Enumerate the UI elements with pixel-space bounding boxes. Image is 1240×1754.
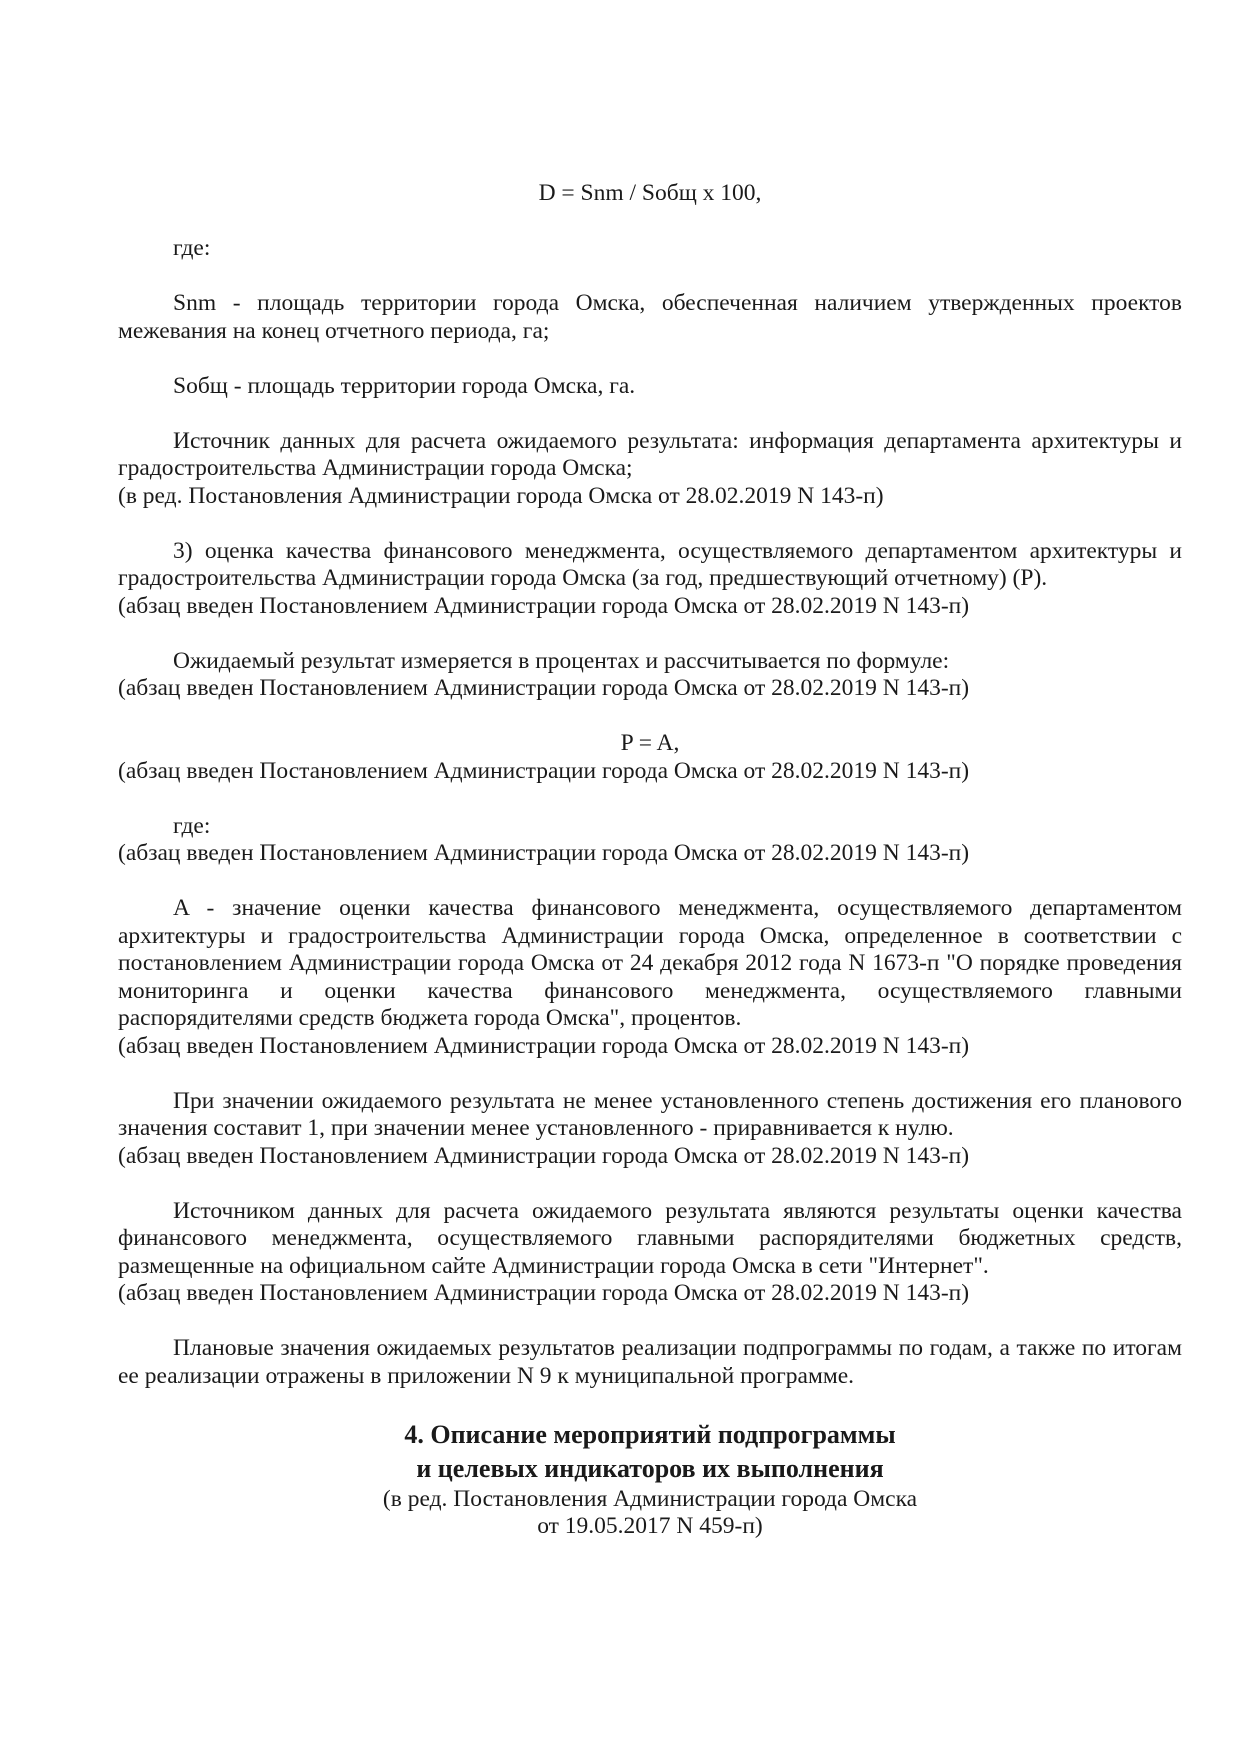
section-note-line-2: от 19.05.2017 N 459-п) bbox=[537, 1513, 763, 1539]
amendment-note: (абзац введен Постановлением Администрации города Омска от 28.02.2019 N 143-п) bbox=[118, 1280, 970, 1306]
item-3-paragraph: 3) оценка качества финансового менеджмента, осуществляемого департаментом архитектуры и градостроительства Администрации города Омска (за год, предшествующий отчетному) (P). bbox=[118, 537, 1182, 591]
document-body bbox=[118, 180, 1182, 1541]
a-definition: A - значение оценки качества финансового менеджмента, осуществляемого департаментом архитектуры и градостроительства Администрации города Омска, определенное в соответствии с постановлением Администрации города Омска от 24 декабря 2012 года N 1673-п "О порядке проведения мониторинга и оценки качества финансового менеджмента, осуществляемого главными распорядителями средств бюджета города Омска", процентов. bbox=[118, 895, 1182, 1031]
section-heading bbox=[118, 1418, 1182, 1486]
section-heading-line-2: и целевых индикаторов их выполнения bbox=[416, 1453, 884, 1483]
value-rule-paragraph: При значении ожидаемого результата не менее установленного степень достижения его планового значения составит 1, при значении менее установленного - приравнивается к нулю. bbox=[118, 1087, 1182, 1141]
data-source-paragraph: Источник данных для расчета ожидаемого результата: информация департамента архитектуры и градостроительства Администрации города Омска; bbox=[118, 427, 1182, 481]
section-amendment-note bbox=[118, 1486, 1182, 1541]
sobsh-definition: Sобщ - площадь территории города Омска, га. bbox=[173, 372, 636, 399]
section-note-line-1: (в ред. Постановления Администрации города Омска bbox=[382, 1485, 918, 1512]
planned-values-paragraph: Плановые значения ожидаемых результатов реализации подпрограммы по годам, а также по итогам ее реализации отражены в приложении N 9 к муниципальной программе. bbox=[118, 1335, 1182, 1389]
amendment-note: (абзац введен Постановлением Администрации города Омска от 28.02.2019 N 143-п) bbox=[118, 592, 970, 619]
amendment-note: (абзац введен Постановлением Администрации города Омска от 28.02.2019 N 143-п) bbox=[118, 1142, 970, 1169]
formula-d: D = Snm / Sобщ x 100, bbox=[538, 180, 762, 206]
data-source-paragraph-2: Источником данных для расчета ожидаемого результата являются результаты оценки качества финансового менеджмента, осуществляемого главными распорядителями бюджетных средств, размещенные на официальном сайте Администрации города Омска в сети "Интернет". bbox=[118, 1197, 1182, 1279]
where-label-1: где: bbox=[173, 235, 211, 261]
measured-paragraph: Ожидаемый результат измеряется в процентах и рассчитывается по формуле: bbox=[173, 647, 950, 674]
amendment-note: (абзац введен Постановлением Администрации города Омска от 28.02.2019 N 143-п) bbox=[118, 840, 970, 866]
amendment-note: (абзац введен Постановлением Администрации города Омска от 28.02.2019 N 143-п) bbox=[118, 675, 970, 701]
amendment-note: (абзац введен Постановлением Администрации города Омска от 28.02.2019 N 143-п) bbox=[118, 1032, 970, 1059]
amendment-note: (абзац введен Постановлением Администрации города Омска от 28.02.2019 N 143-п) bbox=[118, 757, 970, 784]
snm-definition: Snm - площадь территории города Омска, обеспеченная наличием утвержденных проектов межевания на конец отчетного периода, га; bbox=[118, 290, 1182, 344]
section-heading-line-1: 4. Описание мероприятий подпрограммы bbox=[404, 1419, 896, 1449]
formula-p: P = A, bbox=[620, 730, 680, 756]
where-label-2: где: bbox=[173, 812, 211, 839]
amendment-note: (в ред. Постановления Администрации города Омска от 28.02.2019 N 143-п) bbox=[118, 482, 884, 509]
